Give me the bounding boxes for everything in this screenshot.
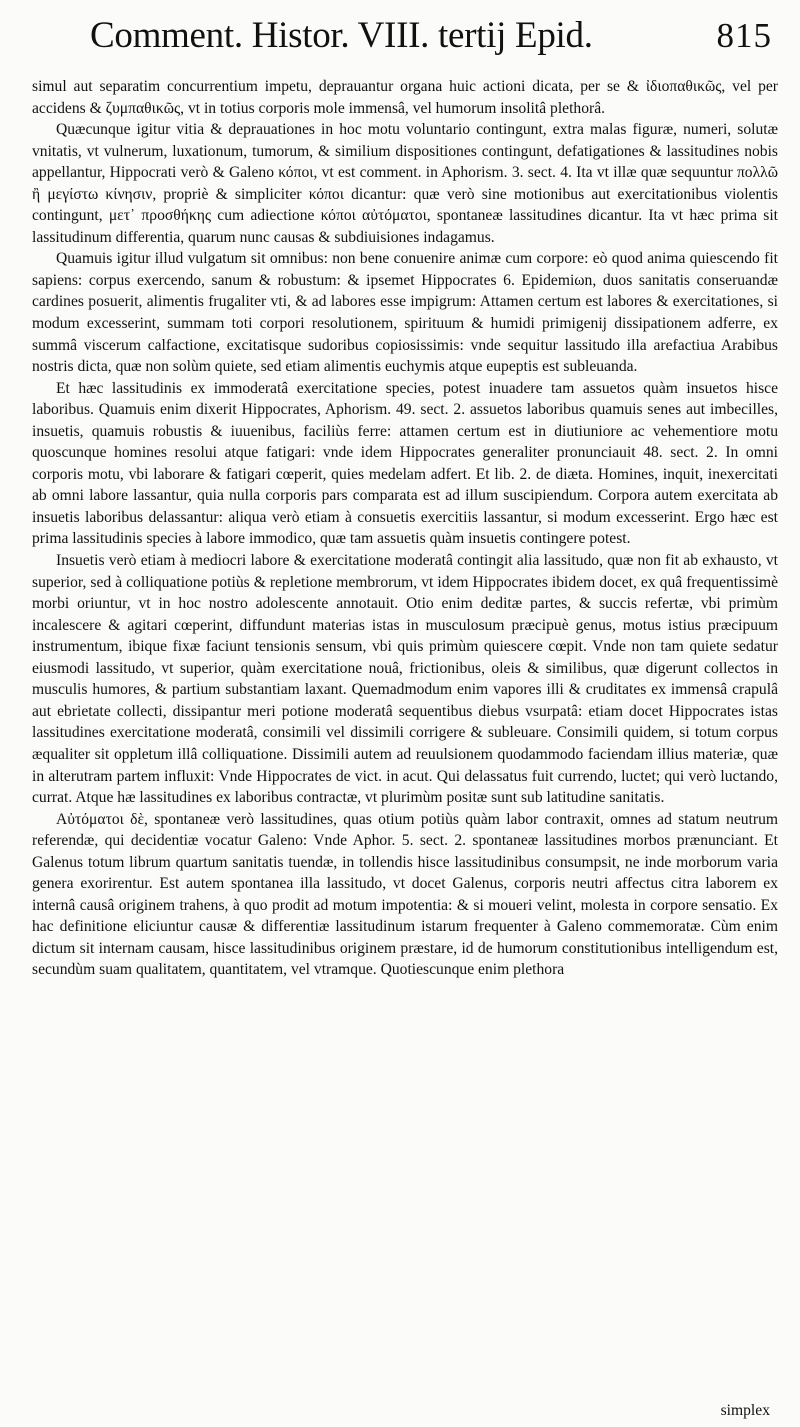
paragraph-2: Quæcunque igitur vitia & deprauationes in hoc motu voluntario contingunt, extra malas figuræ, numeri, solutæ vnitatis, vt vulnerum, luxationum, tumorum, & similium dispositiones contingunt, defatigationes & lassitudines nobis appellantur, Hippocrati verò & Galeno κόποι, vt est comment. in Aphorism. 3. sect. 4. Ita vt illæ quæ sequuntur πολλῶ ἢ μεγίστω κίνησιν, propriè & simpliciter κόποι dicantur: quæ verò sine motionibus aut exercitationibus violentis contingunt, μετ᾽ προσθήκης cum adiectione κόποι αὐτόματοι, spontaneæ lassitudines dicantur. Ita vt hæc prima sit lassitudinum differentia, quarum nunc causas & subdiuisiones indagamus. — [32, 121, 778, 246]
paragraph-4: Et hæc lassitudinis ex immoderatâ exercitatione species, potest inuadere tam assuetos quàm insuetos hisce laboribus. Quamuis enim dixerit Hippocrates, Aphorism. 49. sect. 2. assuetos laboribus quamuis senes aut imbecilles, insuetis, quamuis robustis & iuuenibus, faciliùs ferre: attamen certum est in diutiuniore ac vehementiore motu quoscunque homines resolui atque fatigari: vnde idem Hippocrates generaliter pronunciauit 48. sect. 2. In omni corporis motu, vbi laborare & fatigari cœperit, quies medelam adfert. Et lib. 2. de diæta. Homines, inquit, inexercitati ab omni labore lassantur, quia nulla corporis pars comparata est ad illum suscipiendum. Corpora autem exercitata ab insuetis laboribus delassantur: aliqua verò etiam à consuetis exercitiis lassantur, si modum excesserint. Ergo hæc est prima lassitudinis species à labore immodico, quæ tam assuetis quàm insuetis contingere potest. — [32, 379, 778, 548]
paragraph-6: Αὐτόματοι δὲ, spontaneæ verò lassitudines, quas otium potiùs quàm labor contraxit, omnes ad statum neutrum referendæ, qui decidentiæ vocatur Galeno: Vnde Aphor. 5. sect. 2. spontaneæ lassitudines morbos prænunciant. Et Galenus totum librum quartum sanitatis tuendæ, in tollendis hisce lassitudinibus consumpsit, ne inde morborum varia genera exorirentur. Est autem spontanea illa lassitudo, vt docet Galenus, corporis neutri affectus citra laborem ex internâ causâ originem trahens, à quo prodit ad motum impotentia: & si moueri velint, molesta in corpore sensatio. Ex hac definitione eliciuntur causæ & differentiæ lassitudinum istarum frequenter à Galeno commemoratæ. Cùm enim dictum sit internam causam, hisce lassitudinibus originem præstare, id de humorum constitutionibus intelligendum est, secundùm suam qualitatem, quantitatem, vel vtramque. Quotiescunque enim plethora — [32, 810, 778, 979]
paragraph-5: Insuetis verò etiam à mediocri labore & exercitatione moderatâ contingit alia lassitudo, quæ non fit ab exhausto, vt superior, sed à colliquatione potiùs & repletione membrorum, vt idem Hippocrates ibidem docet, ex quâ frequentissimè morbi oriuntur, vt in hoc nostro adolescente annotauit. Otio enim deditæ partes, & succis refertæ, vbi primùm incalescere & agitari cœperint, diffundunt materias istas in musculosum præcipuè genus, motus istius præcipuum instrumentum, ibique fixæ faciunt tensionis sensum, vbi quis primùm quiescere cœpit. Vnde non tam quiete sedatur eiusmodi lassitudo, vt superior, quàm exercitatione nouâ, frictionibus, oleis & similibus, quæ digerunt collectos in musculis humores, & partium substantiam laxant. Quemadmodum enim vapores illi & cruditates ex immensâ crapulâ aut ebrietate collecti, dissipantur meri potione moderatâ sequentibus diebus vsurpatâ: etiam docet Hippocrates istas lassitudines exercitatione moderatâ, consimili vel dissimili corrigere & subleuare. Consimili quidem, si totum corpus æqualiter sit oppletum illâ colliquatione. Dissimili autem ad reuulsionem quodammodo faciendam illius materiæ, quæ in alterutram partem influxit: Vnde Hippocrates de vict. in acut. Qui delassatus fuit currendo, luctet; qui verò luctando, currat. Atque hæ lassitudines ex laboribus contractæ, vt plurimùm positæ sunt sub latitudine sanitatis. — [32, 552, 778, 807]
page-number: 815 — [716, 16, 772, 55]
running-head — [32, 14, 778, 72]
body-text — [32, 76, 778, 983]
paragraph-3: Quamuis igitur illud vulgatum sit omnibus: non bene conuenire animæ cum corpore: eò quod anima quiescendo fit sapiens: corpus exercendo, sanum & robustum: & ipsemet Hippocrates 6. Epidemiωn, duos sanitatis conseruandæ cardines posuerit, alimentis frugaliter vti, & ad labores esse impigrum: Attamen certum est labores & exercitationes, si modum excesserint, summam toti corpori resolutionem, spirituum & humidi primigenij dissipationem adferre, ex summâ viscerum calfactione, excitatisque sudoribus copiosissimis: vnde sequitur lassitudo illa arefactiua Arabibus nostris dicta, quæ non solùm quiete, sed etiam alimentis euchymis atque eupeptis est subleuanda. — [32, 250, 778, 376]
running-title: Comment. Histor. VIII. tertij Epid. — [90, 15, 593, 56]
catchword: simplex — [720, 1402, 770, 1419]
paragraph-1: simul aut separatim concurrentium impetu, deprauantur organa huic actioni dicata, per se & ἰδιοπαθικῶς, vel per accidens & ζυμπαθικῶς, vt in totius corporis mole immensâ, vel humorum insolitâ plethorâ. — [32, 78, 778, 117]
